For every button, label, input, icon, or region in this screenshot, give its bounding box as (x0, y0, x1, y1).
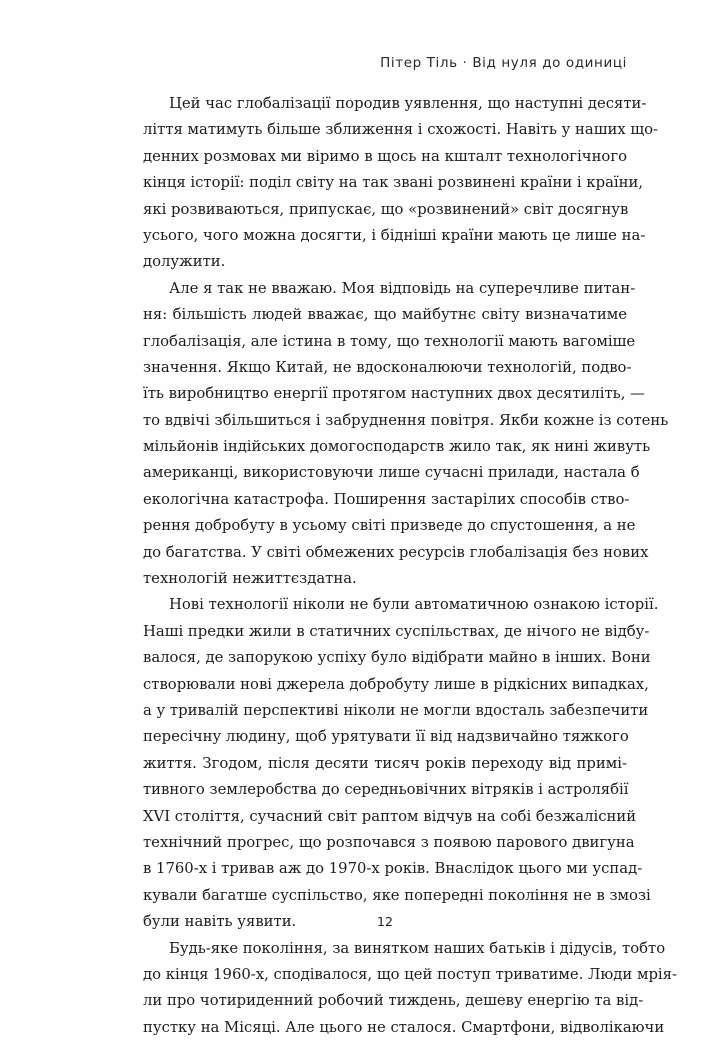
text-line: мільйонів індійських домогосподарств жило так, як нині живуть (143, 434, 627, 460)
text-line: екологічна катастрофа. Поширення застарілих способів ство- (143, 487, 627, 513)
paragraph-2 (143, 276, 627, 593)
running-header: Пітер Тіль · Від нуля до одиниці (143, 54, 627, 72)
page-number: 12 (143, 914, 627, 930)
text-line: усього, чого можна досягти, і бідніші країни мають це лише на- (143, 223, 627, 249)
text-line: ли про чотириденний робочий тиждень, дешеву енергію та від- (143, 988, 627, 1014)
text-line: до багатства. У світі обмежених ресурсів глобалізація без нових (143, 540, 627, 566)
text-line: Будь-яке покоління, за винятком наших батьків і дідусів, тобто (143, 936, 627, 962)
text-line: технологій нежиттєздатна. (143, 566, 627, 592)
text-line: американці, використовуючи лише сучасні прилади, настала б (143, 460, 627, 486)
paragraph-1 (143, 91, 627, 276)
paragraph-4 (143, 936, 627, 1041)
text-line: Нові технології ніколи не були автоматичною ознакою історії. (143, 592, 627, 618)
text-line: XVI століття, сучасний світ раптом відчув на собі безжалісний (143, 804, 627, 830)
text-line: пустку на Місяці. Але цього не сталося. Смартфони, відволікаючи (143, 1015, 627, 1041)
text-line: глобалізація, але істина в тому, що технології мають вагоміше (143, 329, 627, 355)
text-line: до кінця 1960-х, сподівалося, що цей поступ триватиме. Люди мрія- (143, 962, 627, 988)
text-line: ня: більшість людей вважає, що майбутнє світу визначатиме (143, 302, 627, 328)
text-line: технічний прогрес, що розпочався з появою парового двигуна (143, 830, 627, 856)
text-line: кінця історії: поділ світу на так звані розвинені країни і країни, (143, 170, 627, 196)
text-line: долужити. (143, 249, 627, 275)
text-line: життя. Згодом, після десяти тисяч років переходу від примі- (143, 751, 627, 777)
paragraph-3 (143, 592, 627, 935)
text-line: пересічну людину, щоб урятувати її від надзвичайно тяжкого (143, 724, 627, 750)
text-line: Але я так не вважаю. Моя відповідь на суперечливе питан- (143, 276, 627, 302)
text-line: валося, де запорукою успіху було відібрати майно в інших. Вони (143, 645, 627, 671)
text-line: їть виробництво енергії протягом наступних двох десятиліть, — (143, 381, 627, 407)
text-line: ліття матимуть більше зближення і схожості. Навіть у наших що- (143, 117, 627, 143)
text-line: Наші предки жили в статичних суспільствах, де нічого не відбу- (143, 619, 627, 645)
text-line: Цей час глобалізації породив уявлення, що наступні десяти- (143, 91, 627, 117)
text-line: значення. Якщо Китай, не вдосконалюючи технологій, подво- (143, 355, 627, 381)
text-line: а у тривалій перспективі ніколи не могли вдосталь забезпечити (143, 698, 627, 724)
text-line: створювали нові джерела добробуту лише в рідкісних випадках, (143, 672, 627, 698)
body-text (143, 91, 627, 1041)
text-line: були навіть уявити. (143, 909, 627, 935)
text-line: які розвиваються, припускає, що «розвинений» світ досягнув (143, 197, 627, 223)
text-line: кували багатше суспільство, яке попередні покоління не в змозі (143, 883, 627, 909)
text-line: то вдвічі збільшиться і забруднення повітря. Якби кожне із сотень (143, 408, 627, 434)
text-line: денних розмовах ми віримо в щось на кшталт технологічного (143, 144, 627, 170)
text-line: тивного землеробства до середньовічних вітряків і астролябії (143, 777, 627, 803)
text-line: в 1760-х і тривав аж до 1970-х років. Внаслідок цього ми успад- (143, 856, 627, 882)
text-line: рення добробуту в усьому світі призведе до спустошення, а не (143, 513, 627, 539)
